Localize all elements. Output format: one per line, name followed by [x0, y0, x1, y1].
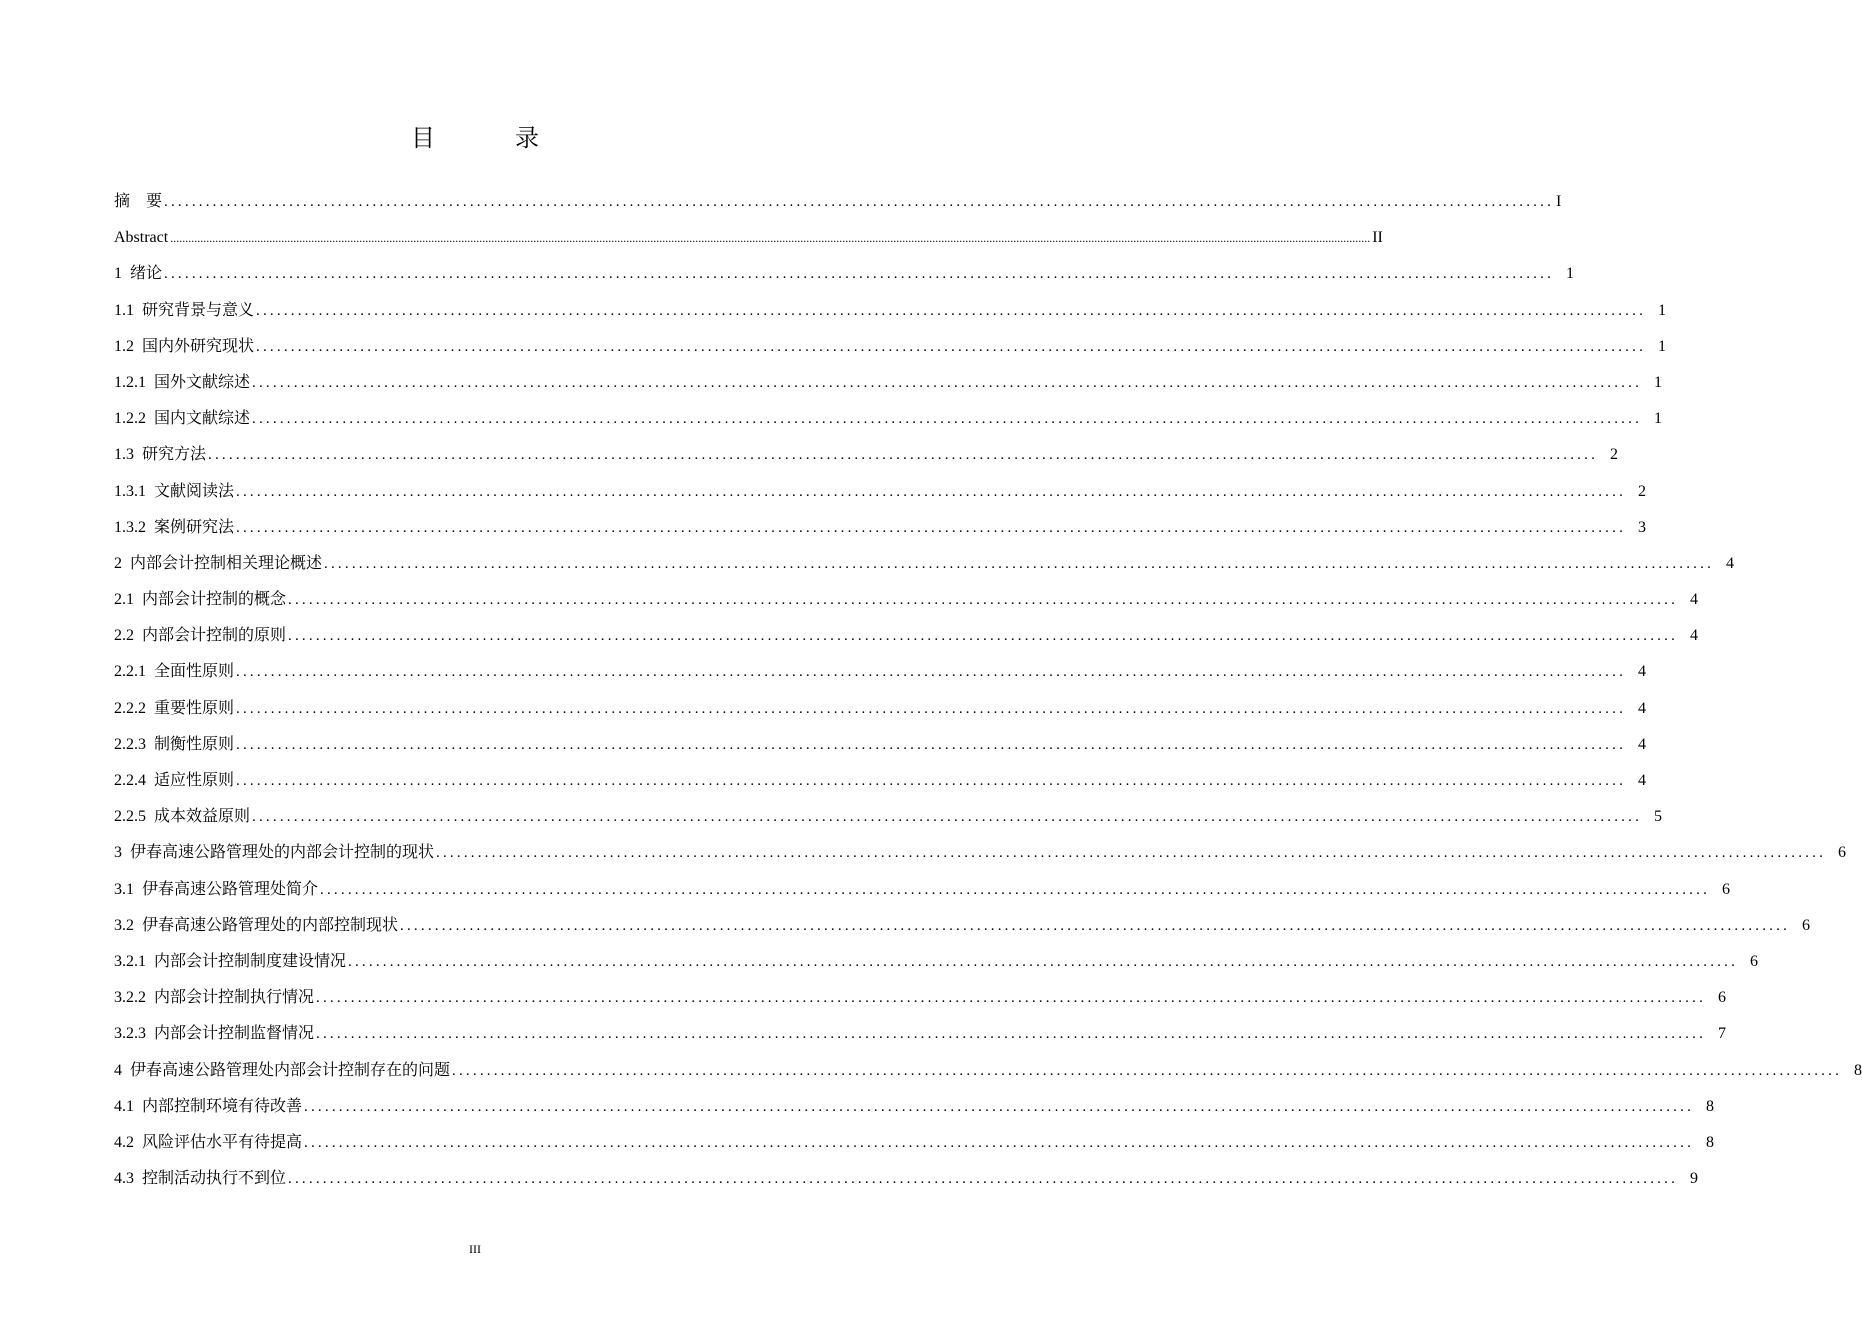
toc-entry[interactable] [114, 908, 1811, 944]
toc-entry[interactable] [114, 654, 1647, 690]
toc-entry-page: 4 [1638, 735, 1647, 753]
toc-entry[interactable] [114, 256, 1575, 292]
toc-entry[interactable] [114, 184, 1562, 220]
toc-entry[interactable] [114, 872, 1731, 908]
toc-entry-number: 1.3.1 [114, 482, 146, 500]
toc-dot-leader: ........................................................................................................................................................................................................ [288, 1171, 1679, 1188]
toc-entry-number: 4.1 [114, 1097, 134, 1115]
toc-entry-text: 重要性原则 [154, 699, 235, 717]
toc-entry-label [114, 980, 314, 1016]
toc-entry-number: 3.2 [114, 916, 134, 934]
toc-dot-leader: ........................................................................................................................................................................................................ [256, 338, 1647, 355]
toc-entry-label [114, 1125, 302, 1161]
toc-dot-leader: ........................................................................................................................................................................................................ [164, 194, 1555, 210]
toc-entry-text: 国内文献综述 [154, 410, 251, 428]
toc-entry-text: 伊春高速公路管理处内部会计控制存在的问题 [130, 1061, 451, 1079]
toc-entry-text: 内部会计控制监督情况 [154, 1025, 315, 1043]
toc-entry[interactable] [114, 691, 1647, 727]
toc-entry-label [114, 293, 254, 329]
toc-entry-label [114, 727, 234, 763]
toc-entry-page: 5 [1654, 808, 1663, 826]
toc-entry-number: 2.2.1 [114, 663, 146, 681]
toc-dot-leader: ........................................................................................................................................................................................................ [324, 555, 1715, 572]
toc-entry-page: 8 [1854, 1061, 1862, 1079]
toc-entry-text: 内部会计控制的概念 [142, 591, 287, 609]
toc-entry-text: 风险评估水平有待提高 [142, 1133, 303, 1151]
toc-entry-number: 2.2.5 [114, 808, 146, 826]
page-title: 目 录 [411, 124, 567, 152]
toc-entry-text: 内部会计控制相关理论概述 [130, 554, 323, 572]
toc-entry-label [114, 329, 254, 365]
toc-entry[interactable] [114, 437, 1619, 473]
toc-entry[interactable] [114, 799, 1663, 835]
toc-dot-leader: ........................................................................................................................................................................................................ [236, 519, 1627, 536]
toc-entry[interactable] [114, 329, 1667, 365]
toc-entry-page: 6 [1718, 989, 1727, 1007]
toc-entry[interactable] [114, 582, 1699, 618]
toc-entry-page: 4 [1690, 591, 1699, 609]
toc-dot-leader: ................................................................................................................................................................................................................................................................................................................................................................................................................ [170, 231, 1371, 246]
toc-entry-label [114, 872, 318, 908]
toc-dot-leader: ........................................................................................................................................................................................................ [252, 809, 1643, 826]
toc-entry-number: 4.2 [114, 1133, 134, 1151]
toc-entry-number: 3.2.1 [114, 952, 146, 970]
toc-entry-label [114, 691, 234, 727]
toc-entry-page: 6 [1722, 880, 1731, 898]
toc-dot-leader: ........................................................................................................................................................................................................ [452, 1062, 1843, 1079]
toc-entry-number: 1.1 [114, 301, 134, 319]
toc-dot-leader: ........................................................................................................................................................................................................ [236, 664, 1627, 681]
toc-entry-page: 6 [1802, 916, 1811, 934]
toc-entry-label [114, 763, 234, 799]
toc-entry-number: 1.3 [114, 446, 134, 464]
toc-dot-leader: ........................................................................................................................................................................................................ [208, 447, 1599, 464]
toc-entry-number: 3 [114, 844, 122, 862]
toc-entry[interactable] [114, 763, 1647, 799]
toc-entry-page: 4 [1726, 554, 1735, 572]
toc-entry-label [114, 256, 162, 292]
toc-entry-text: 适应性原则 [154, 772, 235, 789]
toc-dot-leader: ........................................................................................................................................................................................................ [164, 266, 1555, 283]
toc-entry-number: 2.2.4 [114, 772, 146, 789]
toc-entry-page: 4 [1638, 772, 1647, 789]
toc-entry-label [114, 220, 168, 256]
toc-entry-label [114, 184, 162, 220]
toc-dot-leader: ........................................................................................................................................................................................................ [304, 1134, 1695, 1151]
toc-entry-page: 1 [1658, 301, 1667, 319]
toc-entry-text: 案例研究法 [154, 518, 235, 536]
toc-entry[interactable] [114, 1125, 1715, 1161]
toc-entry-label [114, 474, 234, 510]
toc-entry-text: 内部控制环境有待改善 [142, 1097, 303, 1115]
toc-entry-number: 1 [114, 265, 122, 283]
table-of-contents [114, 184, 1862, 1197]
toc-entry-page: 4 [1638, 663, 1647, 681]
toc-entry-label [114, 908, 398, 944]
toc-entry-text: 国内外研究现状 [142, 337, 255, 355]
toc-entry-label [114, 654, 234, 690]
toc-entry-label [114, 1016, 314, 1052]
toc-dot-leader: ........................................................................................................................................................................................................ [400, 917, 1791, 934]
toc-entry-text: 制衡性原则 [154, 735, 235, 753]
toc-entry-number: 2.2.2 [114, 699, 146, 717]
toc-entry-page: 1 [1654, 410, 1663, 428]
toc-entry-label [114, 1089, 302, 1125]
toc-entry[interactable] [114, 835, 1847, 871]
toc-entry[interactable] [114, 1161, 1699, 1197]
toc-entry-text: 伊春高速公路管理处的内部控制现状 [142, 916, 399, 934]
toc-entry[interactable] [114, 365, 1663, 401]
toc-entry-text: 全面性原则 [154, 663, 235, 681]
toc-entry-number: 3.1 [114, 880, 134, 898]
toc-entry-label [114, 835, 434, 871]
toc-entry-label [114, 1053, 450, 1089]
toc-entry-number: 4 [114, 1061, 122, 1079]
toc-entry-number: 2.2 [114, 627, 134, 645]
toc-entry-page: 4 [1638, 699, 1647, 717]
toc-entry-text: 成本效益原则 [154, 808, 251, 826]
toc-entry-text: 伊春高速公路管理处的内部会计控制的现状 [130, 844, 435, 862]
toc-entry-text: 摘 要 [114, 193, 163, 210]
toc-dot-leader: ........................................................................................................................................................................................................ [236, 700, 1627, 717]
toc-entry-number: 2.2.3 [114, 735, 146, 753]
toc-entry-label [114, 401, 250, 437]
toc-dot-leader: ........................................................................................................................................................................................................ [320, 881, 1711, 898]
toc-entry[interactable] [114, 618, 1699, 654]
toc-entry-text: 内部会计控制执行情况 [154, 989, 315, 1007]
toc-dot-leader: ........................................................................................................................................................................................................ [288, 628, 1679, 645]
toc-entry-text: 伊春高速公路管理处简介 [142, 880, 319, 898]
toc-entry-page: 2 [1638, 482, 1647, 500]
toc-entry[interactable] [114, 220, 1383, 256]
toc-entry-number: 1.2 [114, 337, 134, 355]
toc-entry-number: 2 [114, 554, 122, 572]
toc-entry-page: 7 [1718, 1025, 1727, 1043]
toc-dot-leader: ........................................................................................................................................................................................................ [236, 483, 1627, 500]
toc-entry-label [114, 437, 206, 473]
toc-entry-page: 4 [1690, 627, 1699, 645]
toc-entry-number: 2.1 [114, 591, 134, 609]
toc-entry[interactable] [114, 727, 1647, 763]
toc-entry-number: 4.3 [114, 1170, 134, 1188]
toc-entry[interactable] [114, 944, 1759, 980]
toc-entry[interactable] [114, 1089, 1715, 1125]
toc-entry-text: 控制活动执行不到位 [142, 1170, 287, 1188]
toc-entry-label [114, 582, 286, 618]
toc-entry[interactable] [114, 474, 1647, 510]
toc-dot-leader: ........................................................................................................................................................................................................ [236, 773, 1627, 789]
toc-dot-leader: ........................................................................................................................................................................................................ [436, 845, 1827, 862]
toc-entry-page: I [1556, 193, 1562, 210]
toc-entry-text: 内部会计控制的原则 [142, 627, 287, 645]
toc-dot-leader: ........................................................................................................................................................................................................ [252, 374, 1643, 391]
toc-entry-page: 9 [1690, 1170, 1699, 1188]
toc-dot-leader: ........................................................................................................................................................................................................ [316, 990, 1707, 1007]
toc-entry-label [114, 546, 322, 582]
toc-entry[interactable] [114, 1053, 1862, 1089]
toc-dot-leader: ........................................................................................................................................................................................................ [288, 592, 1679, 609]
toc-entry-label [114, 510, 234, 546]
toc-dot-leader: ........................................................................................................................................................................................................ [252, 411, 1643, 428]
toc-entry[interactable] [114, 293, 1667, 329]
toc-entry-label [114, 618, 286, 654]
toc-entry-page: 3 [1638, 518, 1647, 536]
toc-entry-text: 文献阅读法 [154, 482, 235, 500]
toc-entry[interactable] [114, 401, 1663, 437]
toc-entry[interactable] [114, 980, 1727, 1016]
toc-entry-number: 1.2.1 [114, 373, 146, 391]
toc-dot-leader: ........................................................................................................................................................................................................ [316, 1026, 1707, 1043]
toc-entry-number: 1.3.2 [114, 518, 146, 536]
toc-entry-text: 内部会计控制制度建设情况 [154, 952, 347, 970]
toc-entry-label [114, 944, 346, 980]
toc-entry[interactable] [114, 510, 1647, 546]
toc-entry-page: 1 [1654, 373, 1663, 391]
toc-entry-number: 3.2.2 [114, 989, 146, 1007]
toc-entry-text: Abstract [114, 229, 169, 247]
toc-dot-leader: ........................................................................................................................................................................................................ [236, 736, 1627, 753]
toc-entry-page: 8 [1706, 1133, 1715, 1151]
toc-entry-page: II [1372, 229, 1383, 247]
toc-entry-text: 研究方法 [142, 446, 207, 464]
toc-dot-leader: ........................................................................................................................................................................................................ [348, 953, 1739, 970]
toc-entry-text: 研究背景与意义 [142, 301, 255, 319]
toc-entry[interactable] [114, 546, 1735, 582]
toc-entry-label [114, 799, 250, 835]
toc-entry-page: 1 [1566, 265, 1575, 283]
toc-entry-label [114, 365, 250, 401]
toc-dot-leader: ........................................................................................................................................................................................................ [304, 1098, 1695, 1115]
toc-entry-number: 3.2.3 [114, 1025, 146, 1043]
toc-entry-text: 绪论 [130, 265, 163, 283]
toc-entry-page: 6 [1838, 844, 1847, 862]
toc-entry-page: 1 [1658, 337, 1667, 355]
toc-entry[interactable] [114, 1016, 1727, 1052]
toc-dot-leader: ........................................................................................................................................................................................................ [256, 302, 1647, 319]
toc-entry-number: 1.2.2 [114, 410, 146, 428]
page-number: III [469, 1242, 481, 1256]
toc-entry-page: 8 [1706, 1097, 1715, 1115]
toc-entry-page: 2 [1610, 446, 1619, 464]
toc-entry-page: 6 [1750, 952, 1759, 970]
toc-entry-label [114, 1161, 286, 1197]
toc-entry-text: 国外文献综述 [154, 373, 251, 391]
